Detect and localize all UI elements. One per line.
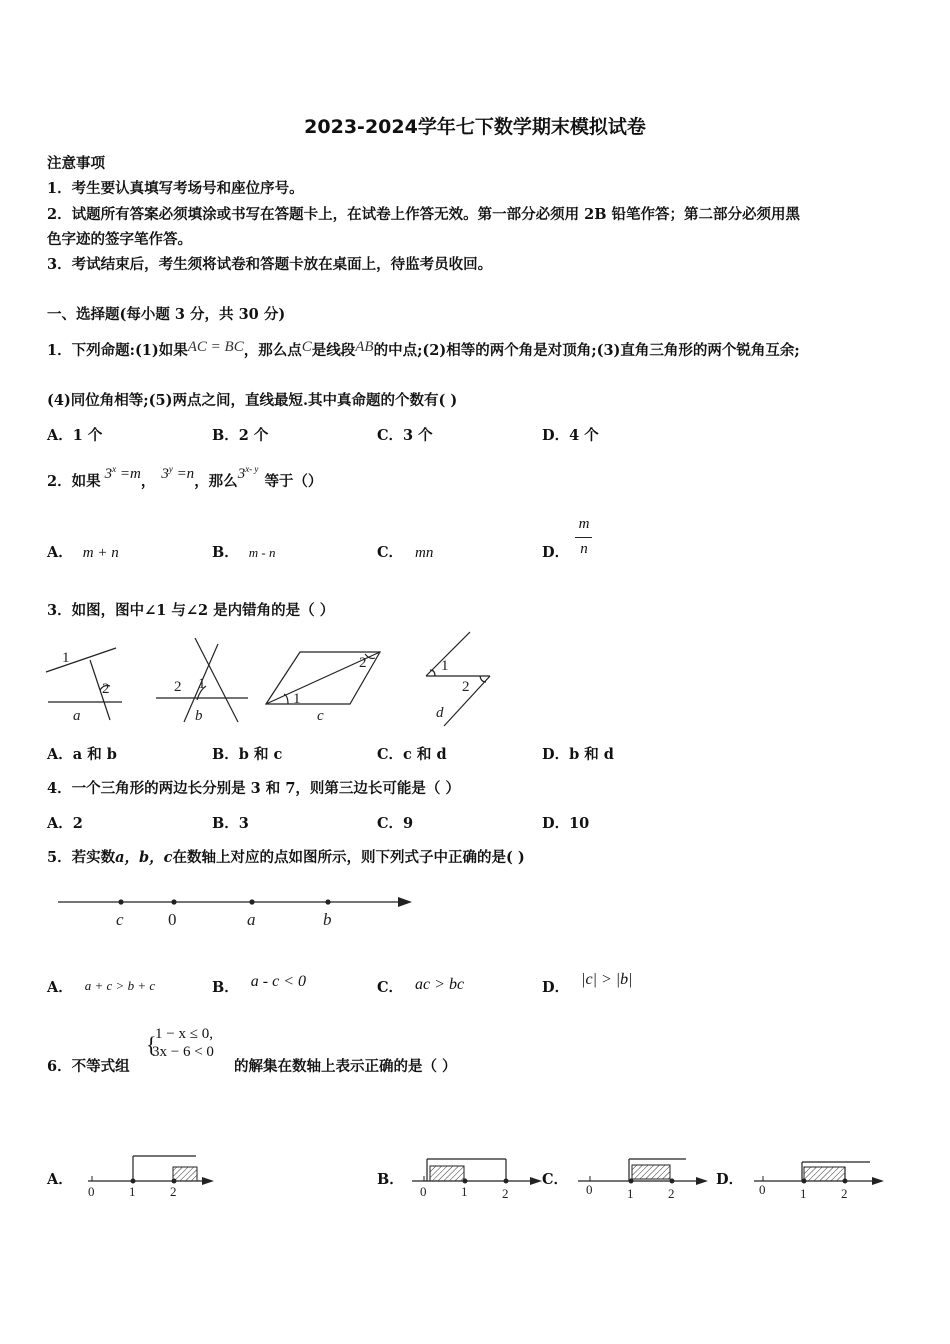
figure-b-label-1: 1 xyxy=(198,676,206,692)
question-3-figures xyxy=(40,630,500,730)
system-line-1: 1 − x ≤ 0, xyxy=(155,1026,213,1042)
figure-a-label-1: 1 xyxy=(62,650,70,666)
option-c[interactable]: C．c 和 d xyxy=(377,746,447,763)
question-1-line-2: (4)同位角相等;(5)两点之间，直线最短.其中真命题的个数有( ) xyxy=(47,392,458,409)
svg-text:0: 0 xyxy=(586,1182,593,1197)
figure-b-label-2: 2 xyxy=(174,679,182,695)
figure-a-label: a xyxy=(73,708,81,724)
option-c[interactable]: C． mn xyxy=(377,544,434,561)
page-title: 2023-2024学年七下数学期末模拟试卷 xyxy=(304,116,646,138)
label-0: 0 xyxy=(168,910,177,929)
option-b-number-line[interactable] xyxy=(410,1152,545,1202)
point-c xyxy=(118,899,123,904)
question-2-stem: 2．如果 $3^x =m$， $3^y =n$，那么3$^{x- y}$等于（） xyxy=(47,464,323,490)
figure-c-label-2: 2 xyxy=(359,655,367,671)
svg-text:1: 1 xyxy=(800,1186,807,1201)
svg-text:1: 1 xyxy=(627,1186,634,1201)
point-a xyxy=(249,899,254,904)
fraction-numerator: m xyxy=(578,516,590,532)
option-d[interactable]: D． xyxy=(542,544,570,561)
figure-d-label-2: 2 xyxy=(462,679,470,695)
question-4-stem: 4．一个三角形的两边长分别是 3 和 7，则第三边长可能是（ ） xyxy=(47,780,460,797)
figure-b-label: b xyxy=(195,708,203,724)
svg-text:2: 2 xyxy=(841,1186,848,1201)
notes-heading: 注意事项 xyxy=(47,155,105,172)
option-b[interactable]: B． m - n xyxy=(212,544,276,561)
section-heading: 一、选择题(每小题 3 分，共 30 分) xyxy=(47,306,286,323)
system-line-2: 3x − 6 < 0 xyxy=(152,1044,214,1060)
system-brace: { xyxy=(146,1032,157,1057)
option-d[interactable]: D．10 xyxy=(542,815,590,832)
option-c[interactable]: C． xyxy=(542,1171,569,1188)
svg-text:2: 2 xyxy=(170,1184,177,1199)
figure-c-label-1: 1 xyxy=(293,691,301,707)
option-c-number-line[interactable] xyxy=(576,1152,711,1202)
svg-text:0: 0 xyxy=(88,1184,95,1199)
question-3-stem: 3．如图，图中∠1 与∠2 是内错角的是（ ） xyxy=(47,602,335,619)
option-b[interactable]: B．b 和 c xyxy=(212,746,283,763)
svg-text:0: 0 xyxy=(759,1182,766,1197)
option-d[interactable]: D． |c| > |b| xyxy=(542,971,633,996)
question-5-stem: 5．若实数a，b，c在数轴上对应的点如图所示，则下列式子中正确的是( ) xyxy=(47,849,525,866)
number-line-arrow xyxy=(398,897,412,907)
fraction-bar xyxy=(575,537,592,538)
option-d-number-line[interactable] xyxy=(752,1152,887,1202)
notes-item: 色字迹的签字笔作答。 xyxy=(47,231,192,248)
label-b: b xyxy=(323,910,332,929)
question-5-number-line xyxy=(52,886,422,936)
option-a[interactable]: A．2 xyxy=(47,815,83,832)
question-1-line-1: 1．下列命题:(1)如果AC = BC，那么点C是线段AB的中点;(2)相等的两个角是对顶角;(3)直角三角形的两个锐角互余; xyxy=(47,339,800,359)
option-a[interactable]: A． a + c > b + c xyxy=(47,978,156,996)
option-d[interactable]: D．b 和 d xyxy=(542,746,614,763)
option-a[interactable]: A．a 和 b xyxy=(47,746,117,763)
figure-a-label-2: 2 xyxy=(102,681,110,697)
label-a: a xyxy=(247,910,256,929)
svg-text:1: 1 xyxy=(129,1184,136,1199)
svg-text:0: 0 xyxy=(420,1184,427,1199)
option-a[interactable]: A． xyxy=(47,1171,73,1188)
option-a[interactable]: A． m + n xyxy=(47,544,119,561)
notes-item: 3．考试结束后，考生须将试卷和答题卡放在桌面上，待监考员收回。 xyxy=(47,256,493,273)
option-d[interactable]: D．4 个 xyxy=(542,427,599,444)
option-c[interactable]: C．9 xyxy=(377,815,414,832)
figure-d-label-1: 1 xyxy=(441,658,449,674)
notes-item: 2．试题所有答案必须填涂或书写在答题卡上，在试卷上作答无效。第一部分必须用 2B 铅笔作答；第二部分必须用黑 xyxy=(47,206,801,223)
option-b[interactable]: B．3 xyxy=(212,815,249,832)
option-c[interactable]: C．3 个 xyxy=(377,427,433,444)
option-d[interactable]: D． xyxy=(716,1171,744,1188)
option-a-number-line[interactable] xyxy=(84,1152,219,1202)
figure-c-label: c xyxy=(317,708,324,724)
option-b[interactable]: B． a - c < 0 xyxy=(212,973,306,996)
svg-text:2: 2 xyxy=(668,1186,675,1201)
question-6-stem-start: 6．不等式组 xyxy=(47,1058,130,1075)
figure-d-label: d xyxy=(436,705,444,721)
option-b[interactable]: B．2 个 xyxy=(212,427,269,444)
point-b xyxy=(325,899,330,904)
notes-item: 1．考生要认真填写考场号和座位序号。 xyxy=(47,180,304,197)
svg-text:1: 1 xyxy=(461,1184,468,1199)
option-b[interactable]: B． xyxy=(377,1171,404,1188)
figure-a-line xyxy=(46,648,116,672)
label-c: c xyxy=(116,910,124,929)
svg-text:2: 2 xyxy=(502,1186,509,1201)
point-0 xyxy=(171,899,176,904)
fraction-denominator: n xyxy=(580,541,588,557)
option-a[interactable]: A．1 个 xyxy=(47,427,103,444)
question-6-stem-end: 的解集在数轴上表示正确的是（ ） xyxy=(234,1058,457,1075)
option-c[interactable]: C． ac > bc xyxy=(377,976,465,996)
